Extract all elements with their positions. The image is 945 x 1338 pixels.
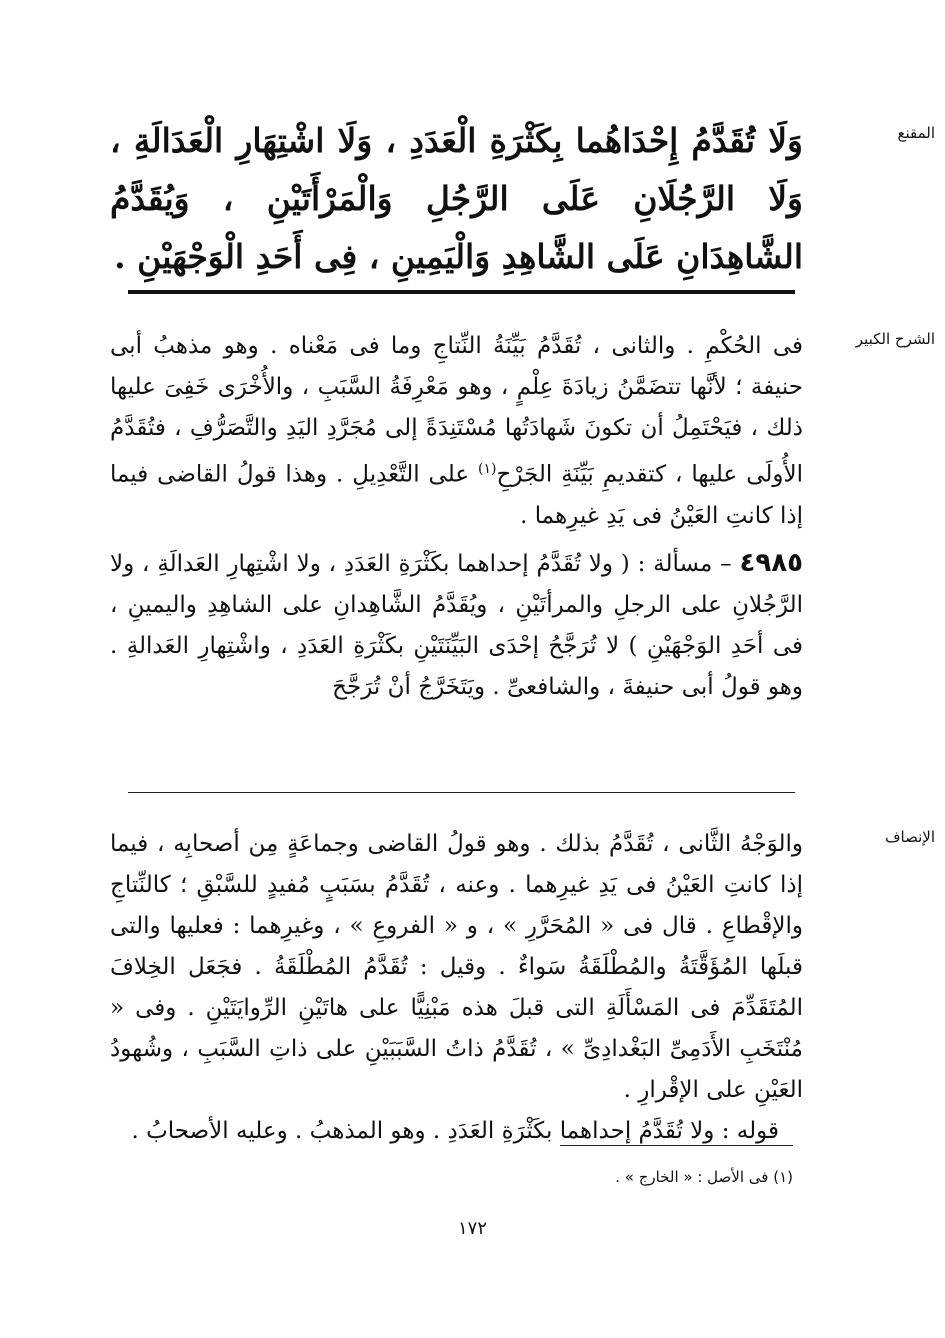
sharh-text (110, 326, 803, 708)
mughni-paragraph: وَلَا تُقَدَّمُ إِحْدَاهُما بِكَثْرَةِ الْعَدَدِ ، وَلَا اشْتِهَارِ الْعَدَالَةِ ، وَلَا الرَّجُلَانِ عَلَى الرَّجُلِ وَالْمَرْأَتَيْنِ ، وَيُقَدَّمُ الشَّاهِدَانِ عَلَى الشَّاهِدِ وَالْيَمِينِ ، فِى أَحَدِ الْوَجْهَيْنِ . (110, 121, 803, 276)
footnote: (١) فى الأصل : « الخارج » . (615, 1168, 793, 1186)
insaf-paragraph-1: والوَجْهُ الثَّانى ، تُقَدَّمُ بذلك . وهو قولُ القاضى وجماعَةٍ مِن أصحابِه ، فيما إذا كانتِ العَيْنُ فى يَدِ غيرِهما . وعنه ، تُقَدَّمُ بسَبَبٍ مُفيدٍ للسَّبْقِ ؛ كالنِّتاجِ والإقْطاعِ . قال فى « المُحَرَّرِ » ، و « الفروعِ » ، وغيرِهما : فعليها والتى قبلَها المُؤَقَّتَةُ والمُطْلَقَةُ سَواءٌ . وقيل : تُقَدَّمُ المُطْلَقَةُ . فجَعَل الخِلافَ المُتَقَدِّمَ فى المَسْأَلَةِ التى قبلَ هذه مَبْنِيًّا على هاتَيْنِ الرِّوايَتَيْنِ . وفى « مُنْتَخَبِ الأَدَمِىِّ البَغْدادِىِّ » ، تُقَدَّمُ ذاتُ السَّبَبَيْنِ على ذاتِ السَّبَبِ ، وشُهودُ العَيْنِ على الإقْرارِ . (110, 831, 803, 1103)
sharh-paragraph-1-text: فى الحُكْمِ . والثانى ، تُقَدَّمُ بَيِّنَةُ النِّتاجِ وما فى مَعْناه . وهو مذهبُ أبى حنيفة ؛ لأنَّها تتضَمَّنُ زيادَةَ عِلْمٍ ، وهو مَعْرِفَةُ السَّبَبِ ، والأُخْرَى خَفِىَ عليها ذلك ، فيَحْتَمِلُ أن تكونَ شَهادَتُها مُسْتَنِدَةً إلى مُجَرَّدِ اليَدِ والتَّصَرُّفِ ، فتُقَدَّمُ الأُولَى عليها ، كتقديمِ بَيِّنَةِ الجَرْحِ (110, 333, 803, 488)
section-divider-thin (128, 792, 795, 793)
sharh-section (110, 326, 935, 708)
sharh-paragraph-1-end: على التَّعْدِيلِ . وهذا قولُ القاضى فيما إذا كانتِ العَيْنُ فى يَدِ غيرِهما . (110, 461, 803, 529)
sharh-paragraph-1 (110, 326, 803, 537)
sharh-label: الشرح الكبير (855, 330, 935, 348)
footnote-reference[interactable]: (١) (478, 461, 497, 477)
page-number: ١٧٢ (457, 1218, 487, 1239)
insaf-text (110, 824, 803, 1152)
footnote-divider (560, 1145, 793, 1146)
mughni-label: المقنع (897, 124, 935, 142)
insaf-label: الإنصاف (884, 828, 935, 846)
mughni-section (110, 112, 935, 286)
section-divider-thick (128, 290, 795, 294)
issue-number: ٤٩٨٥ (739, 547, 804, 578)
mughni-text (110, 112, 803, 286)
sharh-paragraph-2-text: – مسألة : ( ولا تُقَدَّمُ إحداهما بكَثْرَةِ العَدَدِ ، ولا اشْتِهارِ العَدالَةِ ، ولا الرَّجُلانِ على الرجلِ والمرأتَيْنِ ، ويُقَدَّمُ الشَّاهِدانِ على الشاهِدِ واليمينِ ، فى أحَدِ الوَجْهَيْنِ ) لا تُرَجَّحُ إحْدَى البَيِّنَتَيْنِ بكَثْرَةِ العَدَدِ ، واشْتِهارِ العَدالةِ . وهو قولُ أبى حنيفةَ ، والشافعىِّ . ويَتَخَرَّجُ أنْ تُرَجَّحَ (110, 550, 803, 700)
insaf-paragraph-2: قوله : ولا تُقَدَّمُ إحداهما بكَثْرَةِ العَدَدِ . وهو المذهبُ . وعليه الأصحابُ . (131, 1118, 779, 1144)
sharh-paragraph-2 (110, 543, 803, 708)
insaf-section (110, 824, 935, 1152)
